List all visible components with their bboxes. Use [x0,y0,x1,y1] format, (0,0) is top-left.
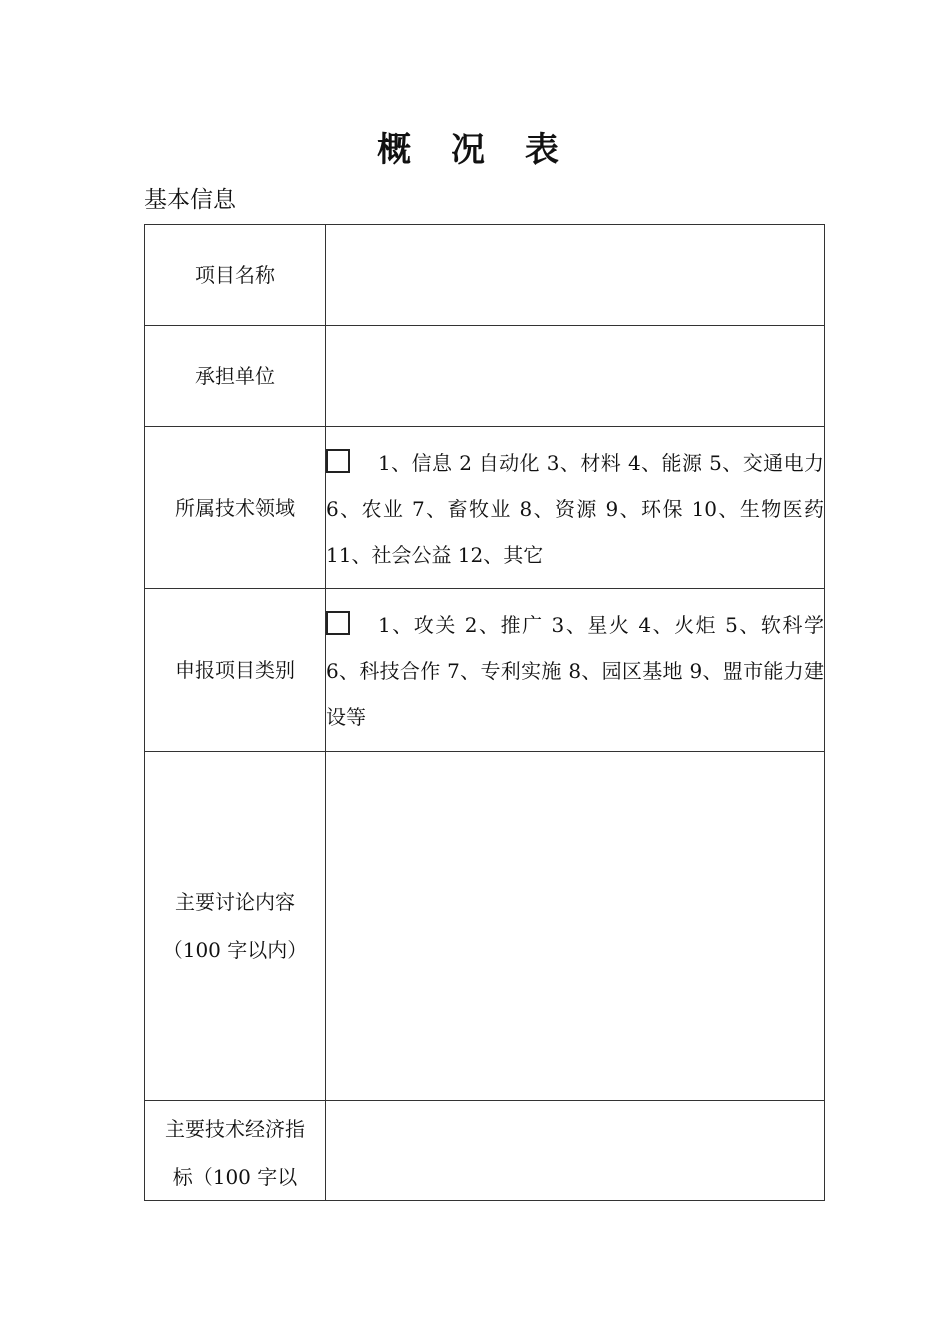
undertaking-unit-label: 承担单位 [145,326,326,427]
row-indicators [145,1101,825,1201]
undertaking-unit-field[interactable] [326,326,825,427]
row-undertaking-unit [145,326,825,427]
tech-field-checkbox[interactable] [326,449,350,473]
indicators-label-wrap [145,1102,325,1200]
main-content-label-line2: （100 字以内） [162,938,308,962]
project-category-label: 申报项目类别 [145,589,326,752]
indicators-label-line2: 标（100 字以 [172,1164,298,1189]
project-category-options-text: 1、攻关 2、推广 3、星火 4、火炬 5、软科学 6、科技合作 7、专利实施 8、园区基地 9、盟市能力建设等 [326,613,824,729]
row-main-content [145,752,825,1101]
row-project-category [145,589,825,752]
row-tech-field [145,427,825,589]
overview-form-table [144,224,825,1201]
tech-field-options-text: 1、信息 2 自动化 3、材料 4、能源 5、交通电力 6、农业 7、畜牧业 8、资源 9、环保 10、生物医药 11、社会公益 12、其它 [326,450,824,567]
main-content-label-line1: 主要讨论内容 [175,890,295,914]
indicators-field[interactable] [326,1101,825,1201]
project-category-options [326,602,824,740]
document-title: 概 况 表 [377,130,573,170]
project-category-checkbox[interactable] [326,611,350,635]
tech-field-options [326,440,824,578]
section-heading: 基本信息 [144,187,236,213]
project-name-field[interactable] [326,225,825,326]
main-content-field[interactable] [326,752,825,1101]
indicators-label-line1: 主要技术经济指 [165,1116,305,1141]
indicators-label [145,1101,326,1201]
row-project-name [145,225,825,326]
project-category-cell [326,589,825,752]
project-name-label: 项目名称 [145,225,326,326]
tech-field-cell [326,427,825,589]
tech-field-label: 所属技术领域 [145,427,326,589]
main-content-label [145,752,326,1101]
